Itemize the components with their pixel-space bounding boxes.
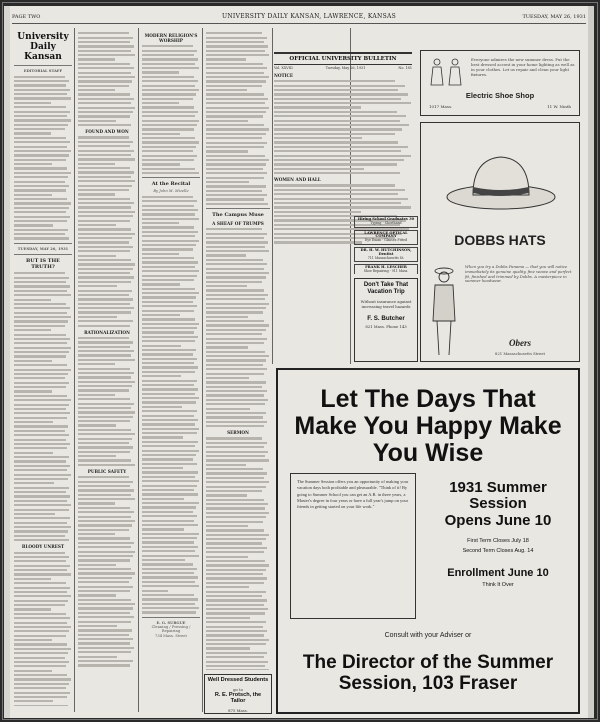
recital-heading: At the Recital: [151, 181, 191, 188]
tailor-ad: [204, 674, 272, 714]
recital-byline: By John M. Mizelle: [153, 189, 189, 194]
session-opens: Opens June 10: [444, 512, 552, 529]
column-rule: [138, 28, 139, 712]
col3-heading-1: MODERN RELIGION'S WORSHIP: [144, 33, 198, 43]
hat-illustration: [443, 141, 559, 213]
page-title: UNIVERSITY DAILY KANSAN, LAWRENCE, KANSAS: [222, 13, 397, 20]
session-details: [428, 480, 568, 589]
vacation-body: Without insurance against increasing travel hazards: [360, 299, 412, 309]
first-term: First Term Closes July 18: [467, 538, 529, 544]
page-date: TUESDAY, MAY 26, 1931: [522, 14, 586, 20]
dobbs-address: 821 Massachusetts Street: [494, 351, 546, 356]
bulletin-heading-1: NOTICE: [274, 73, 294, 78]
cleaner-name: E. G. SURGUE: [156, 620, 186, 625]
column-rule: [272, 28, 273, 364]
electric-copy: Everyone admires the new summer dress. Put the best dressed accent in your home lighting as well as in your clothes. Let us repair and clean your light fixtures.: [471, 57, 575, 77]
dobbs-hats-ad: [420, 122, 580, 362]
consult-line: Consult with your Adviser or: [384, 632, 472, 639]
sermon-body: [206, 437, 270, 670]
col2-body-2: [78, 136, 136, 326]
business-card: DR. H. W. HUTCHINSON, Dentist 711 Massachusetts St.: [354, 247, 418, 262]
column-rule: [74, 28, 75, 712]
editorial-heading: BUT IS THE TRUTH?: [26, 258, 60, 271]
col2-heading-1: FOUND AND WON: [85, 129, 129, 135]
business-card: Hiring School Graduates 30 Typing - Shorthand: [354, 216, 418, 228]
right-edge: [588, 6, 594, 718]
campus-muse-heading: The Campus Muse: [212, 212, 264, 218]
summer-session-ad: [276, 368, 580, 714]
recital-body: [142, 196, 200, 614]
editorial-heading-2: BLOODY UNREST: [21, 544, 65, 550]
col4-body-top: [206, 32, 270, 205]
electric-address-left: 1017 Mass.: [429, 104, 453, 109]
page-label: PAGE TWO: [12, 14, 41, 20]
col2-body-4: [78, 476, 136, 666]
poem-body: [206, 228, 270, 427]
vacation-agent: F. S. Butcher: [367, 315, 405, 322]
editorial-column: [14, 30, 72, 706]
bulletin-title: OFFICIAL UNIVERSITY BULLETIN: [274, 52, 412, 65]
summer-headline: Let The Days That Make You Happy Make You Wise: [294, 385, 562, 467]
newspaper-page: [4, 6, 594, 718]
masthead: [12, 10, 586, 24]
bulletin-vol: Vol. XXVIII: [274, 66, 293, 70]
staff-label: EDITORIAL STAFF: [23, 69, 63, 73]
tailor-line-1: Well Dressed Students: [207, 677, 269, 683]
tailor-line-2: go to: [233, 686, 243, 692]
business-cards: [354, 216, 418, 274]
column-two: [78, 30, 136, 706]
bulletin-body-1: [274, 80, 412, 174]
man-illustration: [427, 263, 461, 359]
left-edge: [4, 6, 10, 718]
sermon-title: SERMON: [227, 430, 249, 436]
bulletin-heading-2: WOMEN AND HALL: [274, 177, 321, 183]
column-three: [142, 30, 200, 670]
electric-shop-name: Electric Shoe Shop: [465, 91, 535, 100]
col3-body-1: [142, 45, 200, 174]
column-four: [206, 30, 270, 670]
business-card: FRANK H. LESCHER Shoe Repairing - 911 Mass.: [354, 264, 418, 274]
second-term: Second Term Closes Aug. 14: [462, 548, 534, 554]
bulletin-subline: [274, 66, 412, 70]
summer-inset: The Summer Session offers you an opportunity of making your vacation days both profitable and pleasurable. "Think of it! By going to Summer School you can get an A.B. in three years, a Master's degree in four years or have a full year's jump on your friends in getting started on your life work.": [290, 473, 416, 619]
bulletin-no: No. 181: [398, 66, 412, 70]
business-card: LAWRENCE OPTICAL COMPANY Eye Exam - Glasses Fitted: [354, 230, 418, 245]
electric-address-right: 11 W. Ninth: [547, 104, 571, 109]
vacation-headline: Don't Take That Vacation Trip: [363, 282, 409, 295]
dobbs-blurb: When you try a Dobbs Panama — that you will notice immediately its genuine quality, fine weave and perfect fit, finished and trimmed by Dobbs. A masterpiece in summer headwear.: [465, 264, 572, 284]
editorial-body-2: [14, 552, 72, 707]
electric-shop-ad: [420, 50, 580, 116]
vacation-address: 821 Mass. Phone 143: [365, 324, 407, 329]
poem-title: A SHEAF OF TRUMPS: [212, 221, 264, 226]
director-line: The Director of the Summer Session, 103 Fraser: [302, 652, 554, 694]
col2-heading-2: RATIONALIZATION: [84, 329, 130, 335]
col2-body-1: [78, 32, 136, 126]
nameplate: University Daily Kansan: [17, 32, 69, 62]
col2-heading-3: PUBLIC SAFETY: [87, 469, 127, 474]
enrollment: Enrollment June 10: [447, 567, 549, 579]
cleaner-address: 734 Mass. Street: [155, 633, 187, 638]
cleaner-services: Cleaning / Pressing / Repairing: [151, 625, 191, 634]
tailor-address: 875 Mass.: [228, 707, 248, 713]
figures-illustration: [427, 57, 467, 89]
editorial-date: TUESDAY, MAY 26, 1931: [17, 246, 69, 251]
col2-body-3: [78, 337, 136, 466]
editorial-body: [14, 272, 72, 541]
column-rule: [202, 28, 203, 712]
session-year: 1931 Summer Session: [449, 479, 547, 512]
dobbs-store: Obers: [509, 338, 531, 348]
tailor-line-3: R. E. Protsch, the Tailor: [214, 691, 262, 704]
staff-listing: [14, 76, 72, 240]
think-it-over: Think It Over: [482, 582, 514, 588]
vacation-insurance-ad: [354, 278, 418, 362]
dobbs-brand: DOBBS HATS: [454, 232, 546, 248]
bulletin-date: Tuesday, May 26, 1931: [325, 66, 366, 70]
